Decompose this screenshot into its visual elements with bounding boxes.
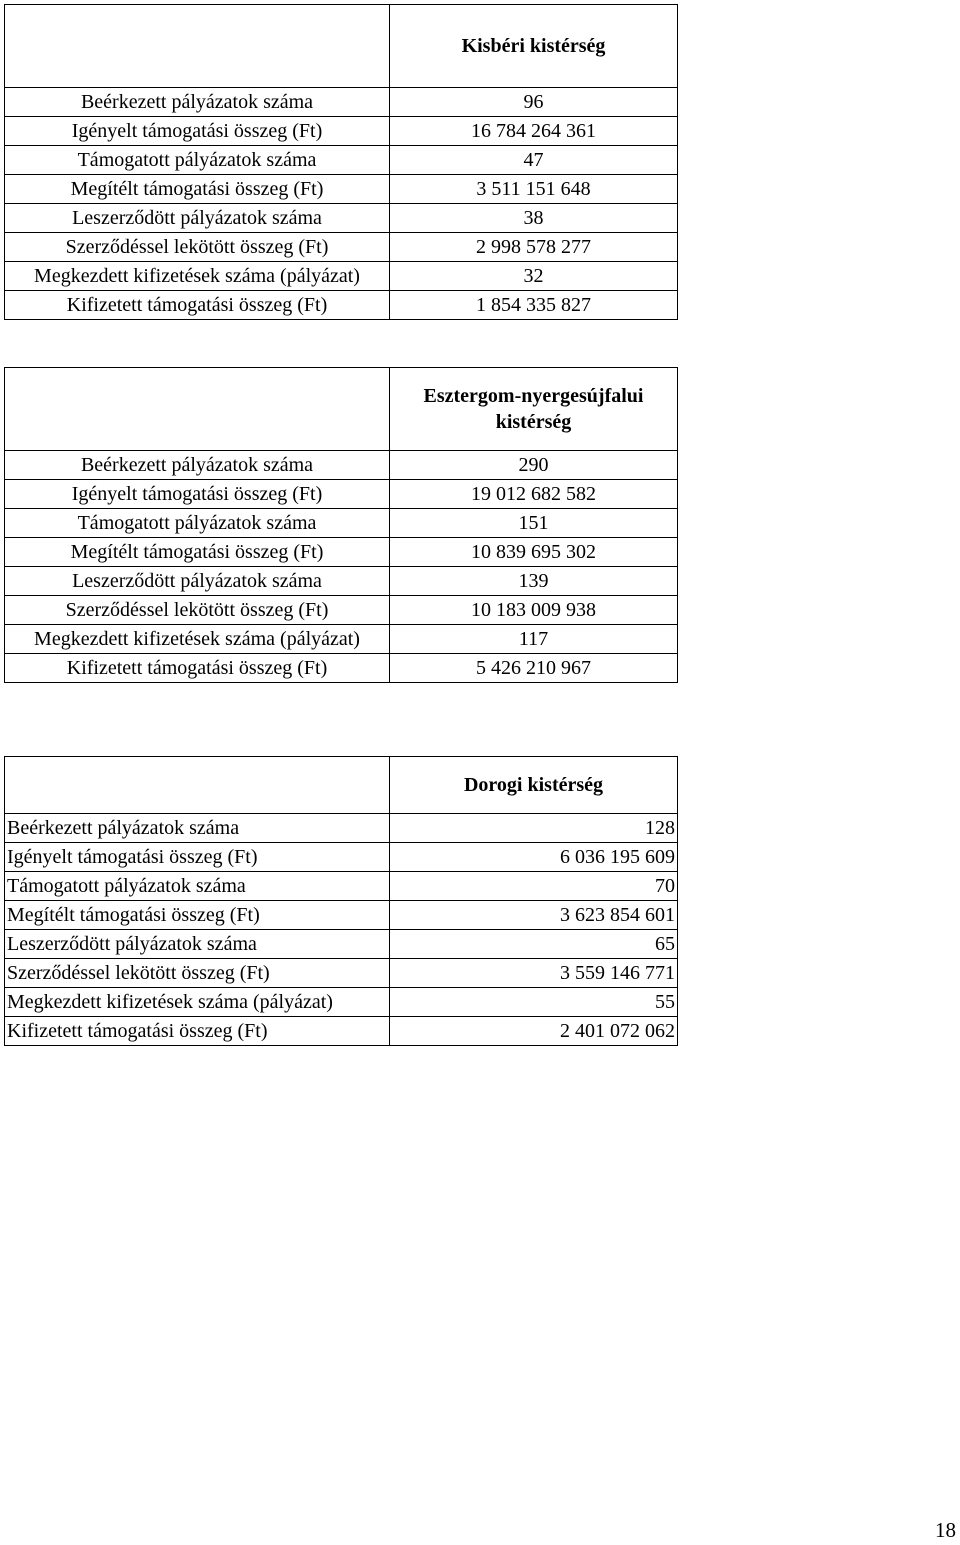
row-value: 1 854 335 827 (390, 291, 678, 320)
row-value: 47 (390, 146, 678, 175)
row-value: 65 (390, 930, 678, 959)
empty-header-cell (5, 5, 390, 88)
empty-header-cell (5, 368, 390, 451)
table-title: Dorogi kistérség (390, 757, 678, 814)
table-header-row (5, 757, 678, 814)
row-value: 139 (390, 567, 678, 596)
row-label: Kifizetett támogatási összeg (Ft) (5, 291, 390, 320)
table-row (5, 146, 678, 175)
table-row (5, 930, 678, 959)
row-value: 3 623 854 601 (390, 901, 678, 930)
row-label: Szerződéssel lekötött összeg (Ft) (5, 596, 390, 625)
row-value: 2 401 072 062 (390, 1017, 678, 1046)
table-row (5, 204, 678, 233)
row-value: 10 839 695 302 (390, 538, 678, 567)
row-label: Megítélt támogatási összeg (Ft) (5, 175, 390, 204)
table-row (5, 654, 678, 683)
page-number: 18 (935, 1518, 956, 1542)
table-title-line2: kistérség (495, 411, 572, 433)
table-row (5, 262, 678, 291)
table-header-row (5, 368, 678, 451)
table-row (5, 451, 678, 480)
row-value: 3 559 146 771 (390, 959, 678, 988)
row-value: 6 036 195 609 (390, 843, 678, 872)
table-row (5, 959, 678, 988)
table-row (5, 625, 678, 654)
row-value: 32 (390, 262, 678, 291)
row-label: Beérkezett pályázatok száma (5, 814, 390, 843)
row-label: Leszerződött pályázatok száma (5, 567, 390, 596)
table-row (5, 567, 678, 596)
row-label: Kifizetett támogatási összeg (Ft) (5, 654, 390, 683)
table-row (5, 843, 678, 872)
table-title-line1: Esztergom-nyergesújfalui (423, 385, 644, 407)
table-row (5, 538, 678, 567)
kisberi-kisterseg-table (4, 4, 678, 320)
row-label: Támogatott pályázatok száma (5, 872, 390, 901)
table-row (5, 988, 678, 1017)
dorogi-kisterseg-table (4, 756, 678, 1046)
row-value: 96 (390, 88, 678, 117)
table-row (5, 814, 678, 843)
table-row (5, 1017, 678, 1046)
row-value: 70 (390, 872, 678, 901)
row-label: Leszerződött pályázatok száma (5, 204, 390, 233)
row-value: 2 998 578 277 (390, 233, 678, 262)
row-label: Támogatott pályázatok száma (5, 146, 390, 175)
table-row (5, 233, 678, 262)
row-label: Támogatott pályázatok száma (5, 509, 390, 538)
row-label: Beérkezett pályázatok száma (5, 451, 390, 480)
row-label: Kifizetett támogatási összeg (Ft) (5, 1017, 390, 1046)
table-row (5, 175, 678, 204)
table-row (5, 88, 678, 117)
row-label: Igényelt támogatási összeg (Ft) (5, 480, 390, 509)
table-title: Kisbéri kistérség (390, 5, 678, 88)
row-label: Szerződéssel lekötött összeg (Ft) (5, 233, 390, 262)
row-value: 290 (390, 451, 678, 480)
row-value: 38 (390, 204, 678, 233)
row-label: Igényelt támogatási összeg (Ft) (5, 117, 390, 146)
esztergom-nyergesujfalui-kisterseg-table (4, 367, 678, 683)
table-row (5, 509, 678, 538)
row-value: 16 784 264 361 (390, 117, 678, 146)
row-label: Megítélt támogatási összeg (Ft) (5, 901, 390, 930)
table-row (5, 901, 678, 930)
row-label: Megkezdett kifizetések száma (pályázat) (5, 262, 390, 291)
row-label: Megkezdett kifizetések száma (pályázat) (5, 988, 390, 1017)
row-value: 19 012 682 582 (390, 480, 678, 509)
table-row (5, 872, 678, 901)
table-title (390, 368, 678, 451)
table-row (5, 596, 678, 625)
row-label: Megkezdett kifizetések száma (pályázat) (5, 625, 390, 654)
table-header-row (5, 5, 678, 88)
row-label: Beérkezett pályázatok száma (5, 88, 390, 117)
row-label: Megítélt támogatási összeg (Ft) (5, 538, 390, 567)
table-row (5, 117, 678, 146)
table-row (5, 480, 678, 509)
row-label: Igényelt támogatási összeg (Ft) (5, 843, 390, 872)
row-value: 128 (390, 814, 678, 843)
row-label: Leszerződött pályázatok száma (5, 930, 390, 959)
row-value: 117 (390, 625, 678, 654)
row-value: 3 511 151 648 (390, 175, 678, 204)
row-value: 55 (390, 988, 678, 1017)
row-label: Szerződéssel lekötött összeg (Ft) (5, 959, 390, 988)
row-value: 5 426 210 967 (390, 654, 678, 683)
empty-header-cell (5, 757, 390, 814)
row-value: 151 (390, 509, 678, 538)
row-value: 10 183 009 938 (390, 596, 678, 625)
table-row (5, 291, 678, 320)
